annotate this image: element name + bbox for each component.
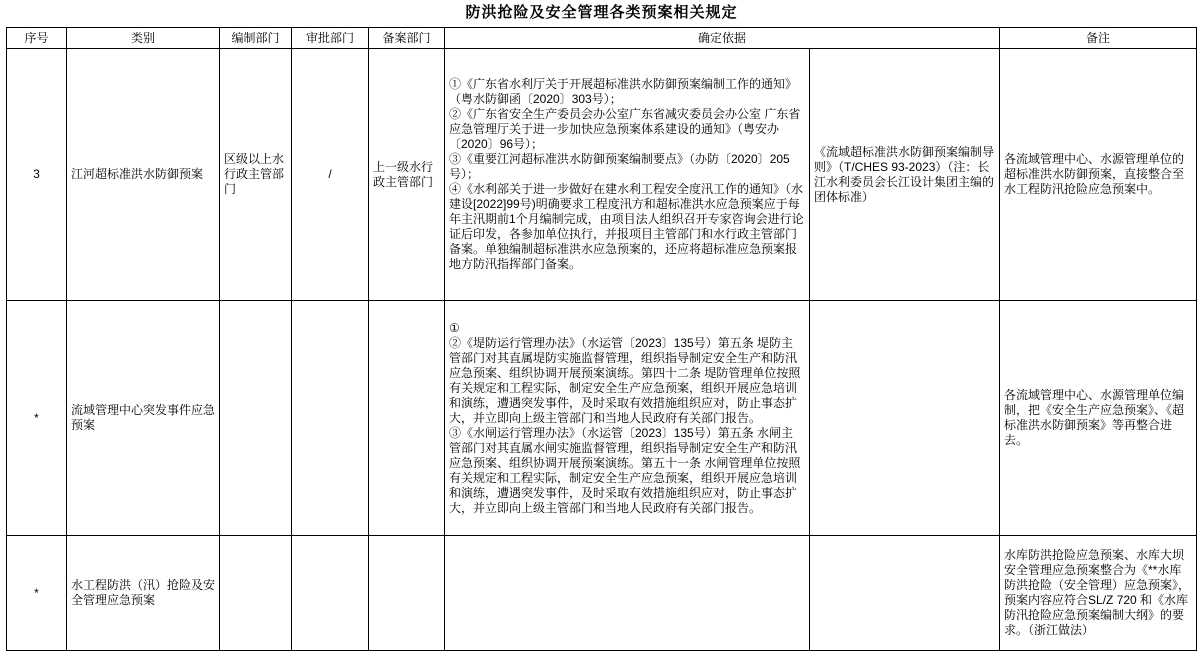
cell-remark: 各流域管理中心、水源管理单位编制，把《安全生产应急预案》、《超标准洪水防御预案》等再整合进去。 bbox=[1000, 301, 1197, 536]
cell-standard bbox=[810, 536, 1000, 651]
cell-basis: ① ②《堤防运行管理办法》（水运管〔2023〕135号）第五条 堤防主管部门对其直属堤防实施监督管理，组织指导制定安全生产和防汛应急预案、组织协调开展预案演练。第四十二条 堤防管理单位按照有关规定和工程实际，制定安全生产应急预案，组织开展应急培训和演练，遭遇突发事件，及时采取有效措施组织应对，防止事态扩大，并立即向上级主管部门和当地人民政府有关部门报告。 ③《水闸运行管理办法》（水运管〔2023〕135号）第五条 水闸主管部门对其直属水闸实施监督管理，组织指导制定安全生产和防汛应急预案、组织协调开展预案演练。第五十一条 水闸管理单位按照有关规定和工程实际，制定安全生产应急预案，组织开展应急培训和演练，遭遇突发事件，及时采取有效措施组织应对，防止事态扩大，并立即向上级主管部门和当地人民政府有关部门报告。 bbox=[445, 301, 810, 536]
cell-category: 水工程防洪（汛）抢险及安全管理应急预案 bbox=[67, 536, 220, 651]
column-header-num: 序号 bbox=[7, 28, 67, 49]
table-header-row bbox=[7, 28, 1197, 49]
cell-num: * bbox=[7, 536, 67, 651]
cell-approve-dept bbox=[292, 536, 369, 651]
column-header-compile-dept: 编制部门 bbox=[220, 28, 292, 49]
cell-filing-dept: 上一级水行政主管部门 bbox=[369, 49, 445, 301]
cell-remark: 各流域管理中心、水源管理单位的超标准洪水防御预案，直接整合至水工程防汛抢险应急预案中。 bbox=[1000, 49, 1197, 301]
column-header-remark: 备注 bbox=[1000, 28, 1197, 49]
cell-compile-dept: 区级以上水行政主管部门 bbox=[220, 49, 292, 301]
cell-compile-dept bbox=[220, 301, 292, 536]
column-header-filing-dept: 备案部门 bbox=[369, 28, 445, 49]
regulations-table bbox=[6, 27, 1197, 651]
cell-approve-dept: / bbox=[292, 49, 369, 301]
cell-approve-dept bbox=[292, 301, 369, 536]
cell-standard bbox=[810, 301, 1000, 536]
cell-standard: 《流域超标准洪水防御预案编制导则》（T/CHES 93-2023）（注：长江水利委员会长江设计集团主编的团体标准） bbox=[810, 49, 1000, 301]
cell-compile-dept bbox=[220, 536, 292, 651]
cell-filing-dept bbox=[369, 301, 445, 536]
cell-num: 3 bbox=[7, 49, 67, 301]
cell-filing-dept bbox=[369, 536, 445, 651]
cell-num: * bbox=[7, 301, 67, 536]
cell-category: 江河超标准洪水防御预案 bbox=[67, 49, 220, 301]
cell-remark: 水库防洪抢险应急预案、水库大坝安全管理应急预案整合为《**水库防洪抢险（安全管理）应急预案》，预案内容应符合SL/Z 720 和《水库防汛抢险应急预案编制大纲》的要求。（浙江做法） bbox=[1000, 536, 1197, 651]
column-header-approve-dept: 审批部门 bbox=[292, 28, 369, 49]
table-row bbox=[7, 536, 1197, 651]
cell-basis bbox=[445, 536, 810, 651]
table-row bbox=[7, 301, 1197, 536]
column-header-category: 类别 bbox=[67, 28, 220, 49]
cell-category: 流域管理中心突发事件应急预案 bbox=[67, 301, 220, 536]
column-header-basis: 确定依据 bbox=[445, 28, 1000, 49]
cell-basis: ①《广东省水利厅关于开展超标准洪水防御预案编制工作的通知》（粤水防御函〔2020〕303号）； ②《广东省安全生产委员会办公室广东省减灾委员会办公室 广东省应急管理厅关于进一步加快应急预案体系建设的通知》（粤安办〔2020〕96号）； ③《重要江河超标准洪水防御预案编制要点》（办防〔2020〕205号）； ④《水利部关于进一步做好在建水利工程安全度汛工作的通知》（水建设[2022]99号)明确要求工程度汛方和超标准洪水应急预案应于每年主汛期前1个月编制完成，由项目法人组织召开专家咨询会进行论证后印发，各参加单位执行，并报项目主管部门和水行政主管部门备案。单独编制超标准洪水应急预案的，还应将超标准应急预案报地方防汛指挥部门备案。 bbox=[445, 49, 810, 301]
page-title: 防洪抢险及安全管理各类预案相关规定 bbox=[465, 4, 738, 21]
table-row bbox=[7, 49, 1197, 301]
